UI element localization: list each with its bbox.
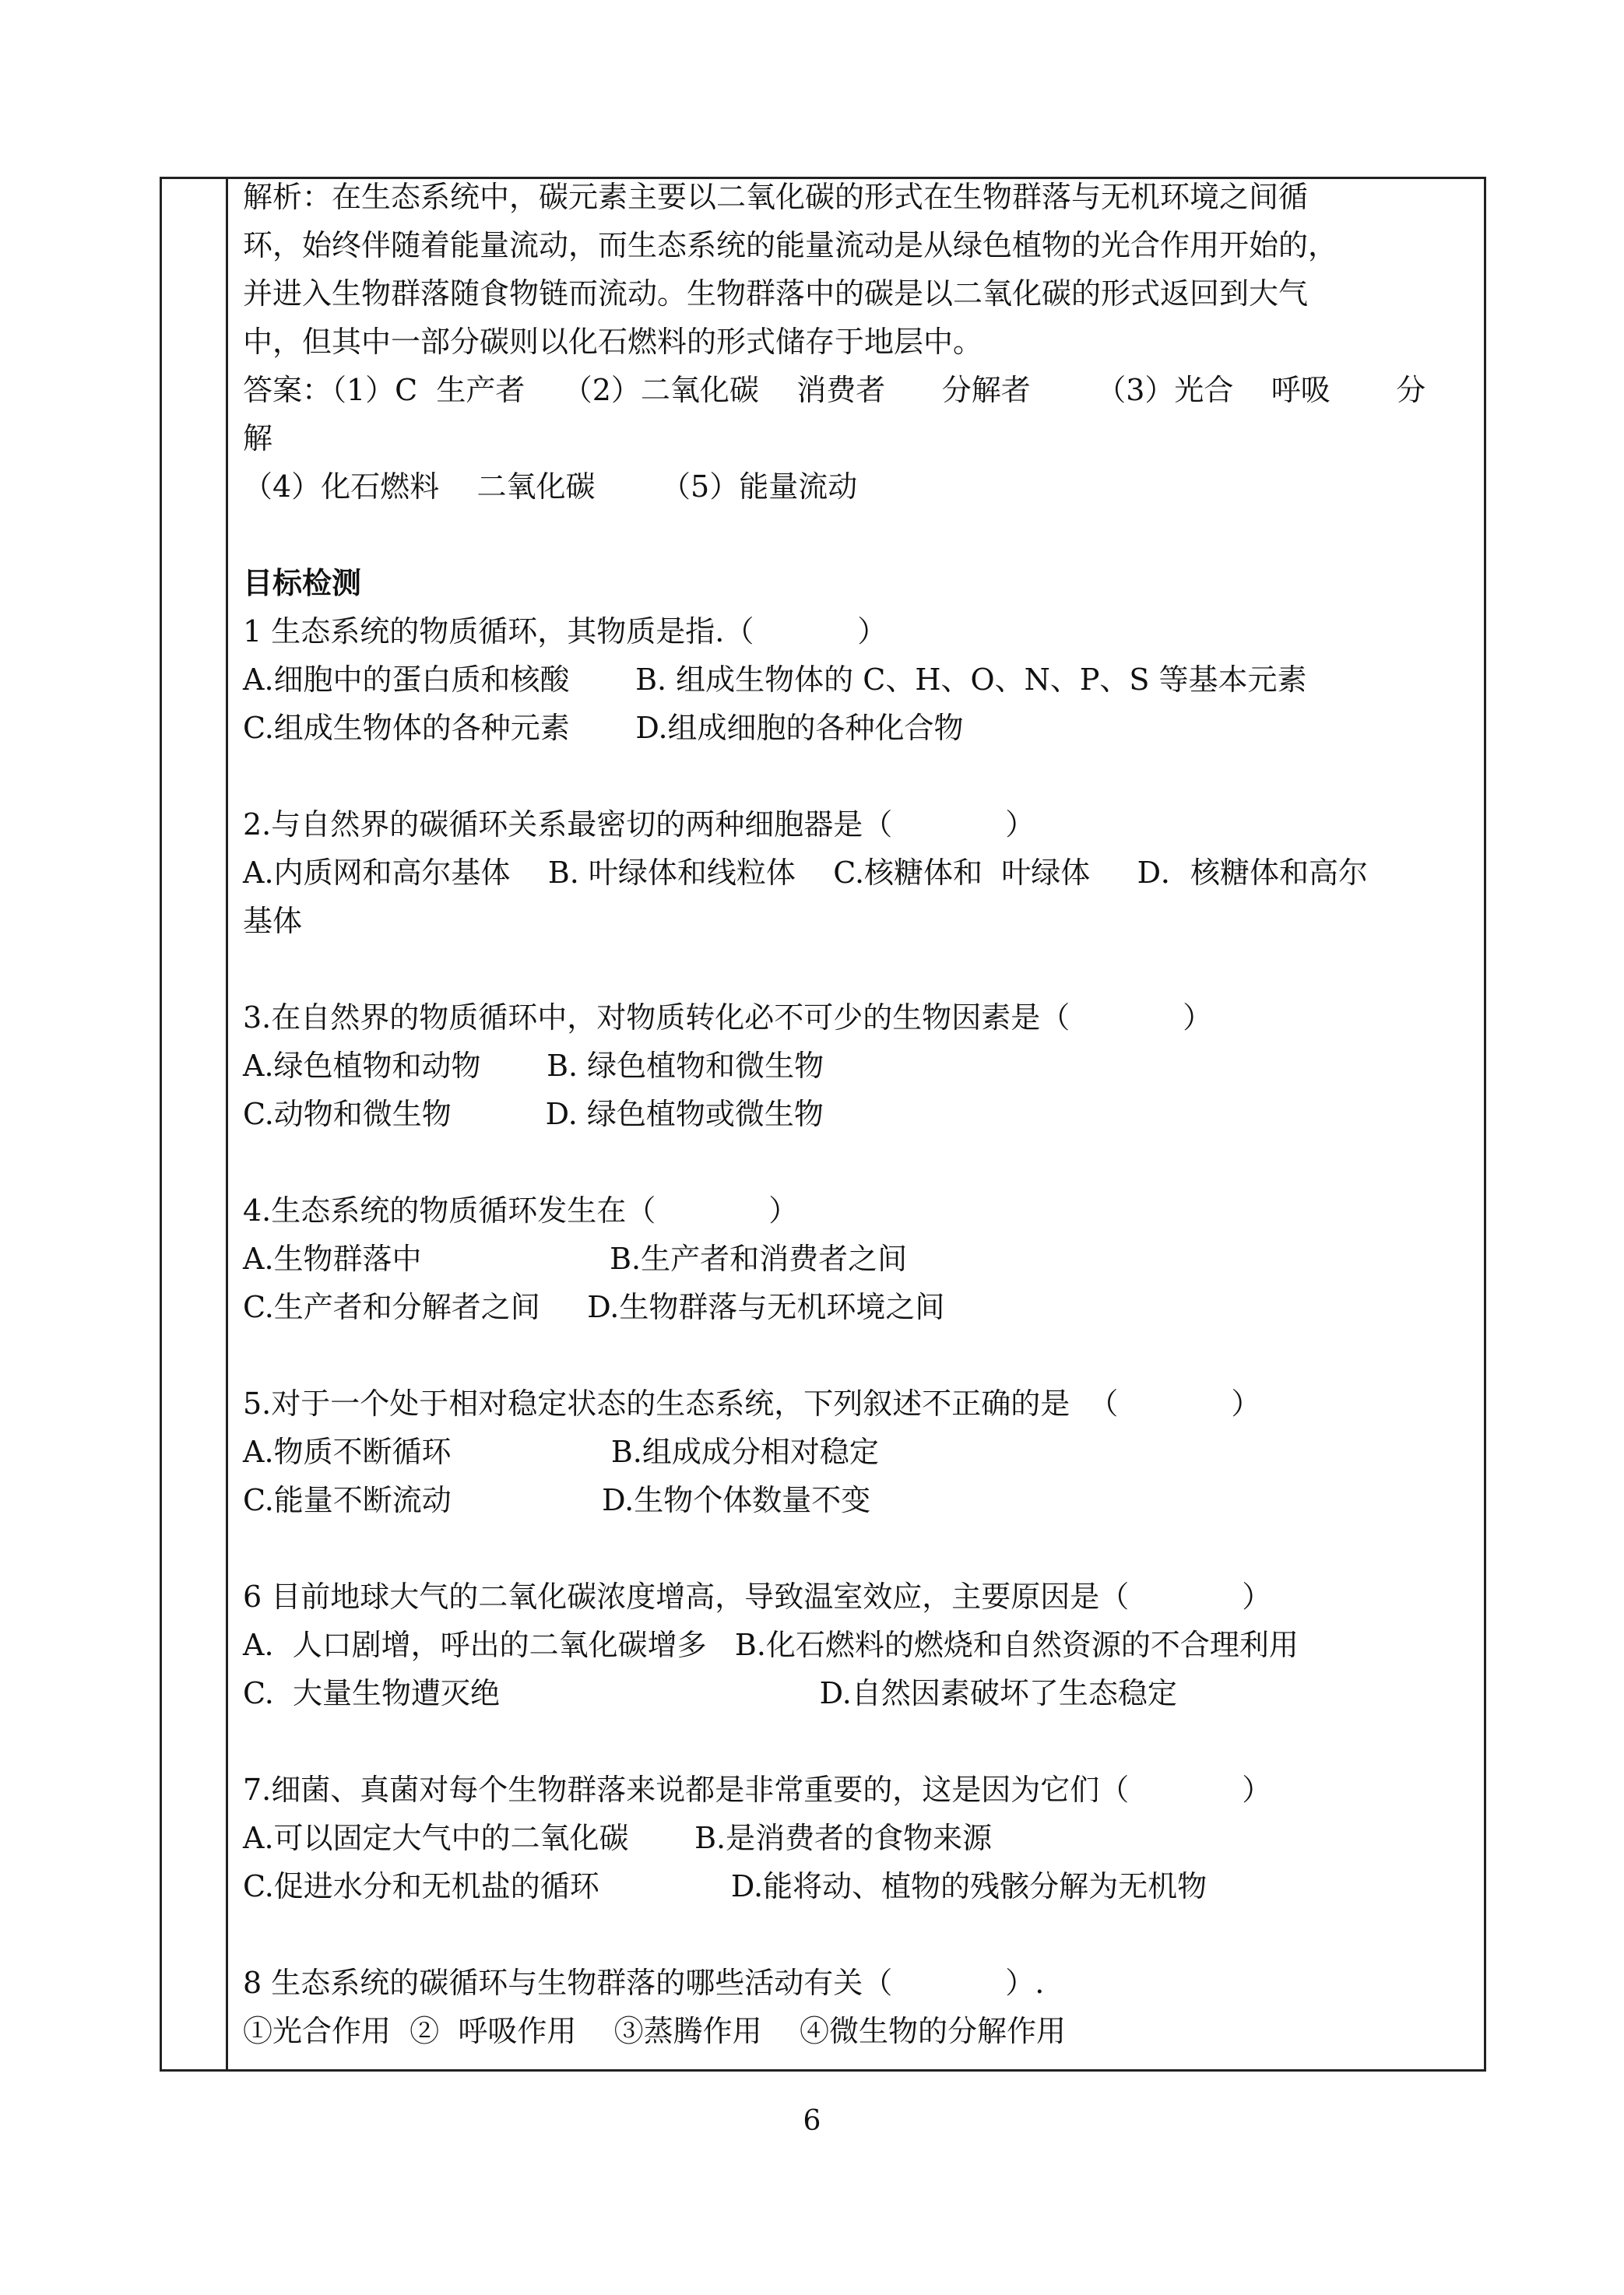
question-option-line: A.可以固定大气中的二氧化碳 B.是消费者的食物来源: [243, 1821, 993, 1855]
question-2: [243, 800, 1473, 945]
spacer: [243, 1331, 1473, 1379]
question-stem: 4.生态系统的物质循环发生在（ ）: [243, 1193, 799, 1228]
question-option-line: A.绿色植物和动物 B. 绿色植物和微生物: [243, 1049, 824, 1083]
question-5: [243, 1379, 1473, 1524]
question-option-line: C.动物和微生物 D. 绿色植物或微生物: [243, 1097, 824, 1131]
spacer: [243, 752, 1473, 800]
answer-line: （4）化石燃料 二氧化碳 （5）能量流动: [243, 469, 858, 504]
question-option-line: A.细胞中的蛋白质和核酸 B. 组成生物体的 C、H、O、N、P、S 等基本元素: [243, 662, 1307, 697]
answer-line: 解: [243, 421, 273, 455]
question-4: [243, 1186, 1473, 1331]
answer-line: 答案：（1）C 生产者 （2）二氧化碳 消费者 分解者 （3）光合 呼吸 分: [243, 373, 1426, 407]
question-stem: 3.在自然界的物质循环中，对物质转化必不可少的生物因素是（ ）: [243, 1000, 1213, 1035]
question-option-line: C.组成生物体的各种元素 D.组成细胞的各种化合物: [243, 711, 964, 745]
question-option-line: C. 大量生物遭灭绝 D.自然因素破坏了生态稳定: [243, 1676, 1177, 1710]
question-3: [243, 993, 1473, 1138]
question-option-line: A.生物群落中 B.生产者和消费者之间: [243, 1242, 908, 1276]
section-title: 目标检测: [243, 565, 362, 600]
table-content-cell: [243, 173, 1473, 2055]
analysis-line: 解析：在生态系统中，碳元素主要以二氧化碳的形式在生物群落与无机环境之间循: [243, 180, 1309, 214]
question-7: [243, 1766, 1473, 1910]
table-column-divider: [226, 177, 228, 2072]
spacer: [243, 511, 1473, 559]
analysis-line: 中，但其中一部分碳则以化石燃料的形式储存于地层中。: [243, 325, 983, 359]
answer-paragraph: [243, 366, 1473, 511]
question-6: [243, 1573, 1473, 1717]
question-option-line: C.能量不断流动 D.生物个体数量不变: [243, 1483, 871, 1517]
question-stem: 7.细菌、真菌对每个生物群落来说都是非常重要的，这是因为它们（ ）: [243, 1773, 1272, 1807]
question-option-line: ①光合作用 ② 呼吸作用 ③蒸腾作用 ④微生物的分解作用: [243, 2014, 1066, 2048]
spacer: [243, 1910, 1473, 1959]
spacer: [243, 1138, 1473, 1186]
question-option-line: A.内质网和高尔基体 B. 叶绿体和线粒体 C.核糖体和 叶绿体 D．核糖体和高尔: [243, 856, 1369, 890]
question-option-line: C.促进水分和无机盐的循环 D.能将动、植物的残骸分解为无机物: [243, 1869, 1207, 1903]
analysis-line: 环，始终伴随着能量流动，而生态系统的能量流动是从绿色植物的光合作用开始的，: [243, 228, 1338, 262]
page-number: 6: [803, 2105, 821, 2137]
spacer: [243, 945, 1473, 993]
spacer: [243, 1524, 1473, 1573]
spacer: [243, 1717, 1473, 1766]
question-1: [243, 607, 1473, 752]
question-stem: 8 生态系统的碳循环与生物群落的哪些活动有关（ ）.: [243, 1966, 1045, 2000]
analysis-line: 并进入生物群落随食物链而流动。生物群落中的碳是以二氧化碳的形式返回到大气: [243, 276, 1309, 311]
question-option-line: 基体: [243, 904, 303, 938]
question-stem: 2.与自然界的碳循环关系最密切的两种细胞器是（ ）: [243, 807, 1035, 842]
question-option-line: A.物质不断循环 B.组成成分相对稳定: [243, 1435, 879, 1469]
question-8: [243, 1959, 1473, 2055]
question-option-line: A. 人口剧增，呼出的二氧化碳增多 B.化石燃料的燃烧和自然资源的不合理利用: [243, 1628, 1299, 1662]
analysis-paragraph: [243, 173, 1473, 366]
question-stem: 6 目前地球大气的二氧化碳浓度增高，导致温室效应，主要原因是（ ）: [243, 1580, 1272, 1614]
question-option-line: C.生产者和分解者之间 D.生物群落与无机环境之间: [243, 1290, 945, 1324]
question-stem: 1 生态系统的物质循环，其物质是指.（ ）: [243, 614, 888, 648]
question-stem: 5.对于一个处于相对稳定状态的生态系统，下列叙述不正确的是 （ ）: [243, 1386, 1261, 1421]
